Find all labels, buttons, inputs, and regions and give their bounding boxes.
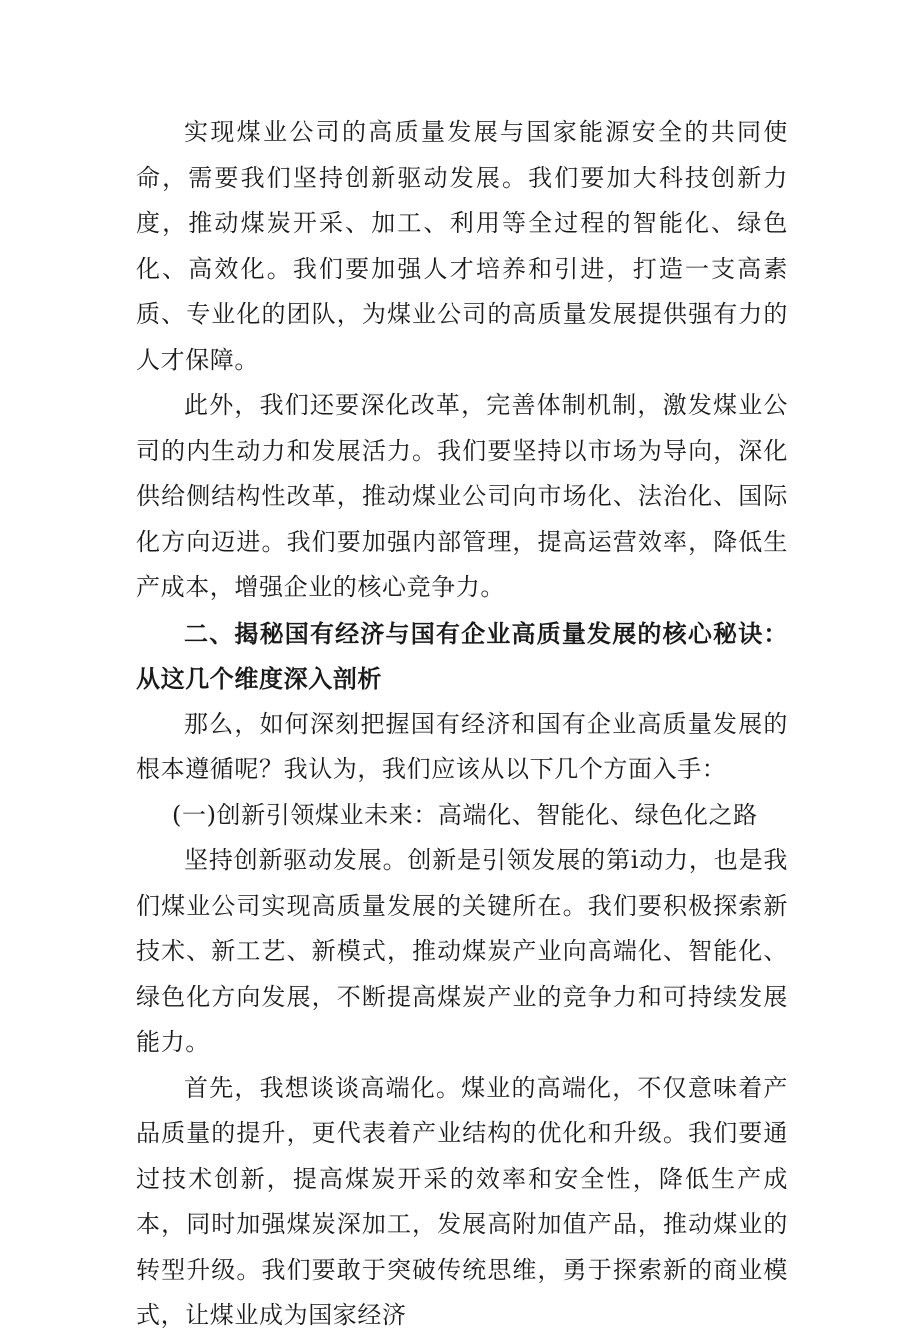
paragraph-innovation: 坚持创新驱动发展。创新是引领发展的第i动力，也是我们煤业公司实现高质量发展的关键所在。我们要积极探索新技术、新工艺、新模式，推动煤炭产业向高端化、智能化、绿色化方向发展，不断提高煤炭产业的竞争力和可持续发展能力。 bbox=[136, 846, 788, 1056]
paragraph-reform: 此外，我们还要深化改革，完善体制机制，激发煤业公司的内生动力和发展活力。我们要坚持以市场为导向，深化供给侧结构性改革，推动煤业公司向市场化、法治化、国际化方向迈进。我们要加强内部管理，提高运营效率，降低生产成本，增强企业的核心竞争力。 bbox=[136, 391, 788, 601]
subsection-heading: (一)创新引领煤业未来：高端化、智能化、绿色化之路 bbox=[172, 800, 758, 829]
section-heading: 二、揭秘国有经济与国有企业高质量发展的核心秘诀：从这几个维度深入剖析 bbox=[136, 618, 788, 693]
document-content bbox=[136, 110, 788, 1339]
paragraph-high-end: 首先，我想谈谈高端化。煤业的高端化，不仅意味着产品质量的提升，更代表着产业结构的优化和升级。我们要通过技术创新，提高煤炭开采的效率和安全性，降低生产成本，同时加强煤炭深加工，发展高附加值产品，推动煤业的转型升级。我们要敢于突破传统思维，勇于探索新的商业模式，让煤业成为国家经济 bbox=[136, 1073, 788, 1329]
paragraph-intro: 那么，如何深刻把握国有经济和国有企业高质量发展的根本遵循呢？我认为，我们应该从以下几个方面入手： bbox=[136, 709, 788, 783]
paragraph-mission: 实现煤业公司的高质量发展与国家能源安全的共同使命，需要我们坚持创新驱动发展。我们要加大科技创新力度，推动煤炭开采、加工、利用等全过程的智能化、绿色化、高效化。我们要加强人才培养和引进，打造一支高素质、专业化的团队，为煤业公司的高质量发展提供强有力的人才保障。 bbox=[136, 118, 788, 374]
